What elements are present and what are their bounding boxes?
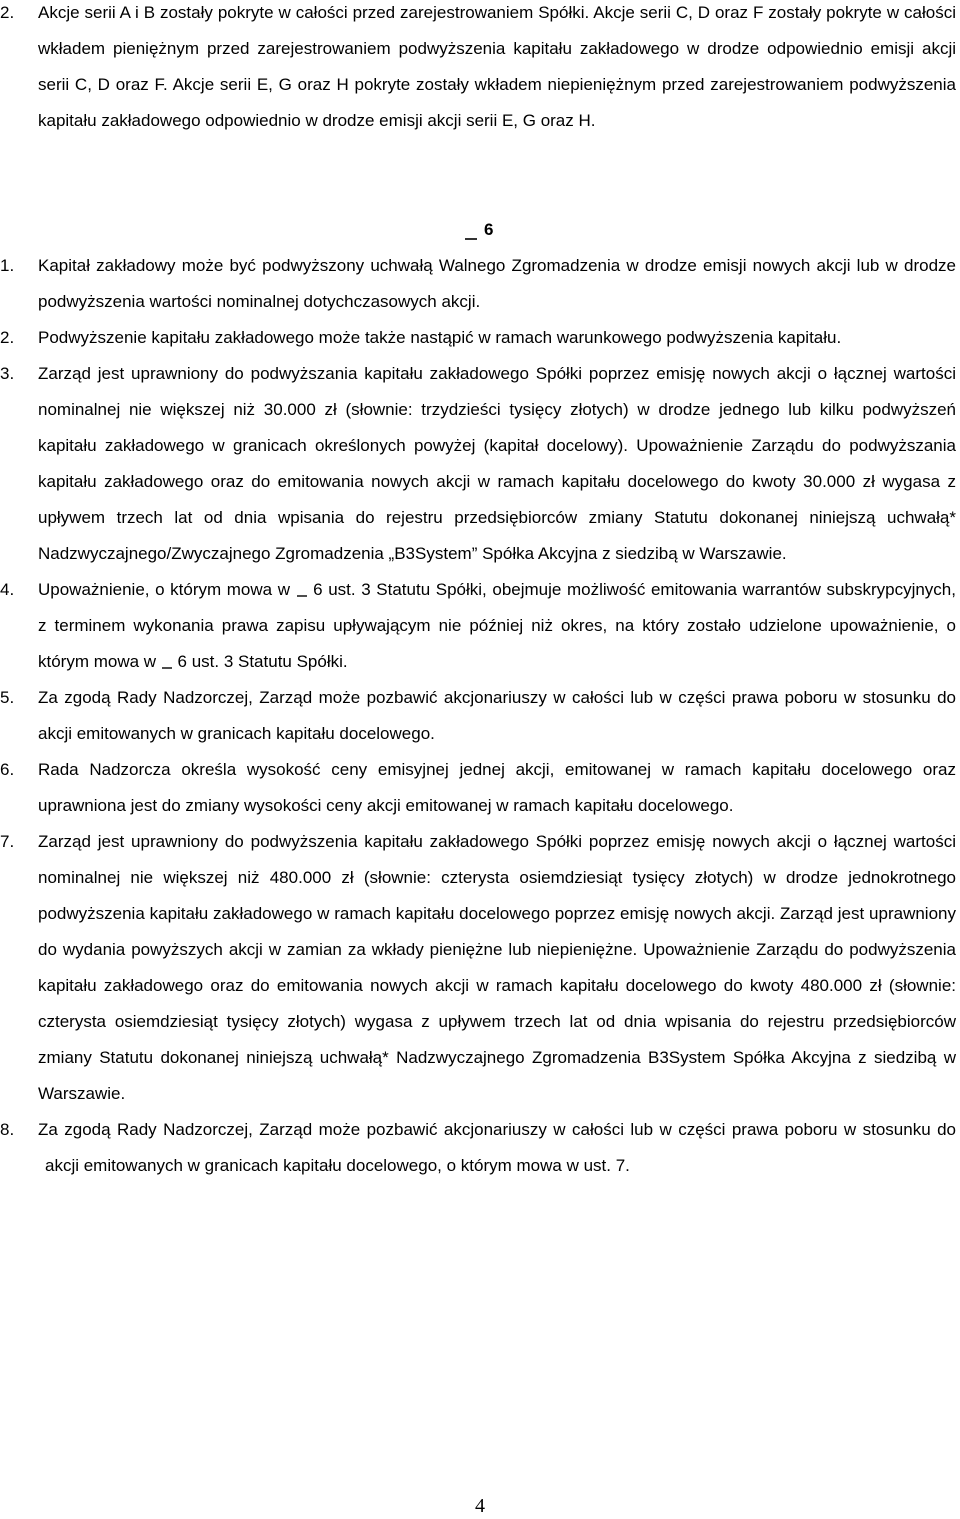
paragraph-number: 4. <box>0 580 15 599</box>
paragraph-text <box>38 580 956 671</box>
paragraph-6 <box>0 752 960 824</box>
paragraph-number: 7. <box>0 832 15 851</box>
paragraph-text: Za zgodą Rady Nadzorczej, Zarząd może pozbawić akcjonariuszy w całości lub w części prawa poboru w stosunku do akcji emitowanych w granicach kapitału docelowego, o którym mowa w ust. 7. <box>38 1120 956 1175</box>
section-icon <box>161 646 173 662</box>
paragraph-list-main <box>0 248 960 1184</box>
paragraph-number: 1. <box>0 256 15 275</box>
paragraph-2 <box>0 320 960 356</box>
paragraph-1 <box>0 248 960 320</box>
section-icon <box>464 222 478 240</box>
paragraph-text: Rada Nadzorcza określa wysokość ceny emisyjnej jednej akcji, emitowanej w ramach kapitału docelowego oraz uprawniona jest do zmiany wysokości ceny akcji emitowanej w ramach kapitału docelowego. <box>38 760 956 815</box>
paragraph-7 <box>0 824 960 1112</box>
paragraph-text: Zarząd jest uprawniony do podwyższania kapitału zakładowego Spółki poprzez emisję nowych akcji o łącznej wartości nominalnej nie większej niż 30.000 zł (słownie: trzydzieści tysięcy złotych) w drodze jednego lub kilku podwyższeń kapitału zakładowego w granicach określonych powyżej (kapitał docelowy). Upoważnienie Zarządu do podwyższania kapitału zakładowego oraz do emitowania nowych akcji w ramach kapitału docelowego do kwoty 30.000 zł wygasa z upływem trzech lat od dnia wpisania do rejestru przedsiębiorców zmiany Statutu dokonanej niniejszą uchwałą* Nadzwyczajnego/Zwyczajnego Zgromadzenia „B3System” Spółka Akcyjna z siedzibą w Warszawie. <box>38 364 956 563</box>
paragraph-text-part: 6 ust. 3 Statutu Spółki. <box>172 652 348 671</box>
paragraph-text: Akcje serii A i B zostały pokryte w całości przed zarejestrowaniem Spółki. Akcje serii C, D oraz F zostały pokryte w całości wkładem pieniężnym przed zarejestrowaniem podwyższenia kapitału zakładowego w drodze odpowiednio emisji akcji serii C, D oraz F. Akcje serii E, G oraz H pokryte zostały wkładem niepieniężnym przed zarejestrowaniem podwyższenia kapitału zakładowego odpowiednio w drodze emisji akcji serii E, G oraz H. <box>38 3 956 130</box>
paragraph-8 <box>0 1112 960 1184</box>
paragraph-number: 2. <box>0 3 15 22</box>
paragraph-3 <box>0 356 960 572</box>
paragraph-text-part: 6 ust. 3 Statutu Spółki, obejmuje możliwość emitowania warrantów subskrypcyjnych, z terminem wykonania prawa zapisu upływającym nie później niż okres, na który zostało udzielone upoważnienie, o którym mowa w <box>38 580 956 671</box>
paragraph-4 <box>0 572 960 680</box>
paragraph-text-part: Upoważnienie, o którym mowa w <box>38 580 296 599</box>
paragraph-text: Podwyższenie kapitału zakładowego może także nastąpić w ramach warunkowego podwyższenia kapitału. <box>38 328 842 347</box>
section-heading <box>464 216 493 244</box>
section-icon <box>296 574 308 590</box>
paragraph-list-top <box>0 0 960 139</box>
paragraph-text: Zarząd jest uprawniony do podwyższenia kapitału zakładowego Spółki poprzez emisję nowych akcji o łącznej wartości nominalnej nie większej niż 480.000 zł (słownie: czterysta osiemdziesiąt tysięcy złotych) w drodze jednokrotnego podwyższenia kapitału zakładowego w ramach kapitału docelowego poprzez emisję nowych akcji. Zarząd jest uprawniony do wydania powyższych akcji w zamian za wkłady pieniężne lub niepieniężne. Upoważnienie Zarządu do podwyższenia kapitału zakładowego oraz do emitowania nowych akcji w ramach kapitału docelowego do kwoty 480.000 zł (słownie: czterysta osiemdziesiąt tysięcy złotych) wygasa z upływem trzech lat od dnia wpisania do rejestru przedsiębiorców zmiany Statutu dokonanej niniejszą uchwałą* Nadzwyczajnego Zgromadzenia B3System Spółka Akcyjna z siedzibą w Warszawie. <box>38 832 956 1103</box>
paragraph-number: 6. <box>0 760 15 779</box>
paragraph-number: 8. <box>0 1120 15 1139</box>
paragraph-text: Kapitał zakładowy może być podwyższony uchwałą Walnego Zgromadzenia w drodze emisji nowych akcji lub w drodze podwyższenia wartości nominalnej dotychczasowych akcji. <box>38 256 956 311</box>
paragraph-number: 5. <box>0 688 15 707</box>
paragraph-number: 3. <box>0 364 15 383</box>
paragraph-5 <box>0 680 960 752</box>
paragraph-number: 2. <box>0 328 15 347</box>
paragraph-2 <box>0 0 960 139</box>
paragraph-text: Za zgodą Rady Nadzorczej, Zarząd może pozbawić akcjonariuszy w całości lub w części prawa poboru w stosunku do akcji emitowanych w granicach kapitału docelowego. <box>38 688 956 743</box>
page-number: 4 <box>475 1495 485 1517</box>
section-number: 6 <box>484 220 494 239</box>
